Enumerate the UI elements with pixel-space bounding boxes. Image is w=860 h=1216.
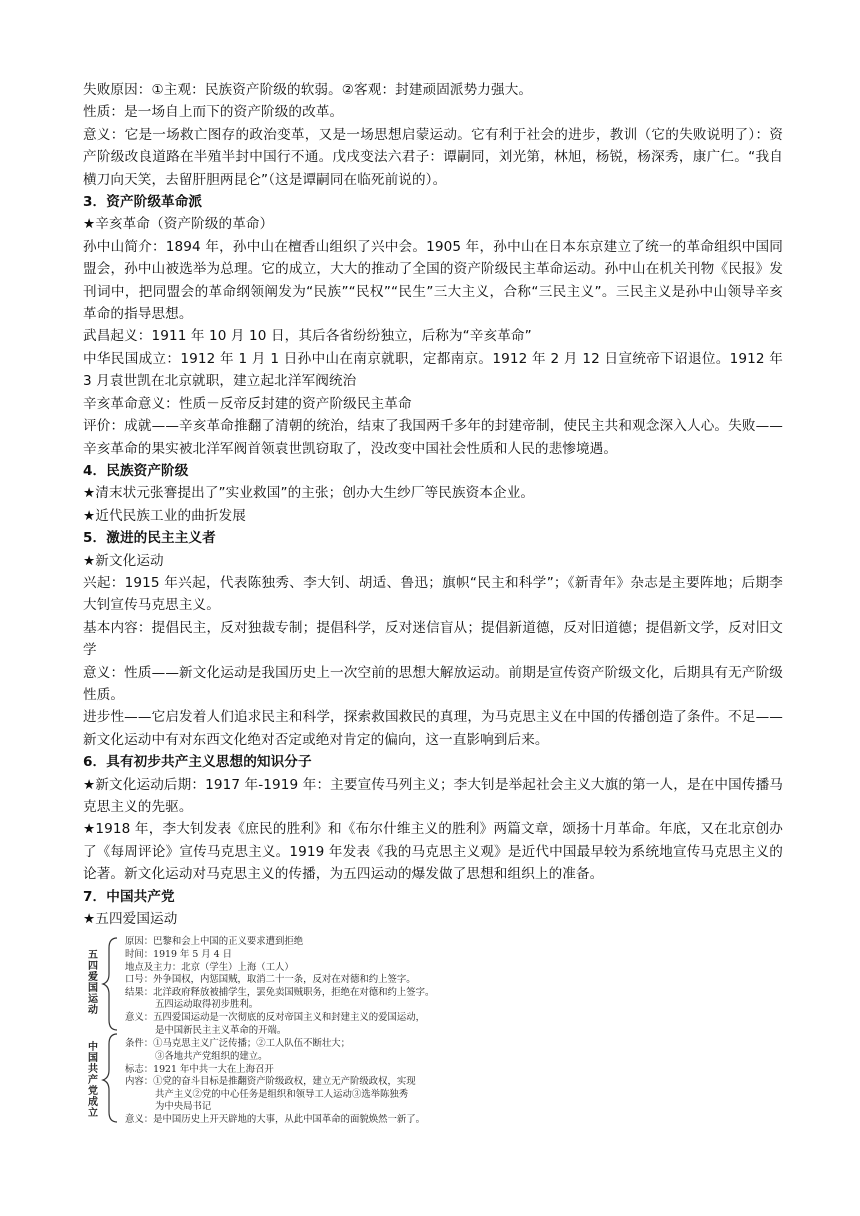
diagram-row: 为中央局书记 [155, 1101, 212, 1113]
paragraph: 失败原因：①主观：民族资产阶级的软弱。②客观：封建顽固派势力强大。 [83, 82, 533, 98]
paragraph: ★近代民族工业的曲折发展 [83, 507, 246, 524]
diagram-row: 共产主义②党的中心任务是组织和领导工人运动③选举陈独秀 [155, 1088, 409, 1100]
paragraph: ★清末状元张謇提出了”实业救国”的主张；创办大生纱厂等民族资本企业。 [83, 485, 535, 502]
paragraph: 性质：是一场自上而下的资产阶级的改革。 [83, 104, 344, 121]
paragraph: ★新文化运动 [83, 552, 164, 569]
paragraph: 孙中山简介：1894 年，孙中山在檀香山组织了兴中会。1905 年，孙中山在日本东京建立了统一的革命组织中国同盟会，孙中山被选举为总理。它的成立，大大的推动了全国的资产阶级民主革命运动。孙中山在机关刊物《民报》发刊词中，把同盟会的革命纲领阐发为“民族”“民权”“民生”三大主义，合称“三民主义”。三民主义是孙中山领导辛亥革命的指导思想。 [83, 238, 783, 323]
wusi-party-diagram [83, 934, 483, 1126]
diagram-row: 时间：1919 年 5 月 4 日 [125, 949, 232, 961]
diagram-row: ③各地共产党组织的建立。 [155, 1051, 268, 1063]
section-heading: 6．具有初步共产主义思想的知识分子 [83, 754, 312, 771]
diagram-row: 意义：五四爱国运动是一次彻底的反对帝国主义和封建主义的爱国运动， [125, 1012, 426, 1024]
section-heading: 4．民族资产阶级 [83, 462, 189, 479]
diagram-row: 是中国新民主主义革命的开端。 [155, 1024, 287, 1036]
paragraph: 评价：成就——辛亥革命推翻了清朝的统治，结束了我国两千多年的封建帝制，使民主共和观念深入人心。失败——辛亥革命的果实被北洋军阀首领袁世凯窃取了，没改变中国社会性质和人民的悲惨境遇。 [83, 418, 783, 457]
diagram-row: 结果：北洋政府释放被捕学生，罢免卖国贼职务，拒绝在对德和约上签字。 [125, 986, 435, 998]
diagram-row: 条件：①马克思主义广泛传播；②工人队伍不断壮大； [125, 1038, 351, 1050]
section-heading: 7．中国共产党 [83, 888, 175, 905]
diagram-row: 口号：外争国权，内惩国贼，取消二十一条，反对在对德和约上签字。 [125, 974, 416, 986]
paragraph: 基本内容：提倡民主，反对独裁专制；提倡科学，反对迷信盲从；提倡新道德，反对旧道德；提倡新文学，反对旧文学 [83, 619, 783, 659]
paragraph: ★辛亥革命（资产阶级的革命） [83, 216, 274, 233]
paragraph: 意义：它是一场救亡图存的政治变革，又是一场思想启蒙运动。它有利于社会的进步，教训（它的失败说明了）：资产阶级改良道路在半殖半封中国行不通。戊戌变法六君子：谭嗣同，刘光第，林旭，杨锐，杨深秀，康广仁。“我自横刀向天笑，去留肝胆两昆仑”（这是谭嗣同在临死前说的）。 [83, 126, 783, 188]
paragraph: 兴起：1915 年兴起，代表陈独秀、李大钊、胡适、鲁迅；旗帜“民主和科学”；《新青年》杂志是主要阵地；后期李大钊宣传马克思主义。 [83, 574, 783, 614]
paragraph: ★新文化运动后期：1917 年-1919 年：主要宣传马列主义；李大钊是举起社会主义大旗的第一人，是在中国传播马克思主义的先驱。 [83, 776, 783, 815]
paragraph: ★1918 年，李大钊发表《庶民的胜利》和《布尔什维主义的胜利》两篇文章，颂扬十月革命。年底，又在北京创办了《每周评论》宣传马克思主义。1919 年发表《我的马克思主义观》是近代中国最早较为系统地宣传马克思主义的论著。新文化运动对马克思主义的传播，为五四运动的爆发做了思想和组织上的准备。 [83, 821, 783, 883]
document-page [83, 79, 783, 1126]
section-heading: 3．资产阶级革命派 [83, 194, 203, 211]
paragraph: 辛亥革命意义：性质－反帝反封建的资产阶级民主革命 [83, 395, 412, 412]
party-side-label: 中国共产党成立 [88, 1042, 98, 1120]
wusi-side-label: 五四爱国运动 [88, 950, 98, 1017]
diagram-row: 五四运动取得初步胜利。 [155, 999, 259, 1011]
diagram-row: 意义：是中国历史上开天辟地的大事，从此中国革命的面貌焕然一新了。 [125, 1114, 426, 1126]
paragraph: 中华民国成立：1912 年 1 月 1 日孙中山在南京就职，定都南京。1912 年 2 月 12 日宣统帝下诏退位。1912 年 3 月袁世凯在北京就职，建立起北洋军阀统治 [83, 350, 783, 390]
document-body [83, 79, 783, 930]
section-heading: 5．激进的民主主义者 [83, 530, 216, 547]
paragraph: 意义：性质——新文化运动是我国历史上一次空前的思想大解放运动。前期是宣传资产阶级文化，后期具有无产阶级性质。 [83, 664, 783, 703]
diagram-row: 内容：①党的奋斗目标是推翻资产阶级政权，建立无产阶级政权，实现 [125, 1076, 416, 1088]
diagram-row: 标志：1921 年中共一大在上海召开 [125, 1063, 274, 1075]
diagram-row: 地点及主力：北京（学生）上海（工人） [125, 961, 294, 973]
paragraph: 进步性——它启发着人们追求民主和科学，探索救国救民的真理，为马克思主义在中国的传播创造了条件。不足——新文化运动中有对东西文化绝对否定或绝对肯定的偏向，这一直影响到后来。 [83, 709, 783, 748]
paragraph: 武昌起义：1911 年 10 月 10 日，其后各省纷纷独立，后称为“辛亥革命” [83, 328, 532, 345]
diagram-row: 原因：巴黎和会上中国的正义要求遭到拒绝 [125, 936, 304, 948]
paragraph: ★五四爱国运动 [83, 911, 178, 928]
